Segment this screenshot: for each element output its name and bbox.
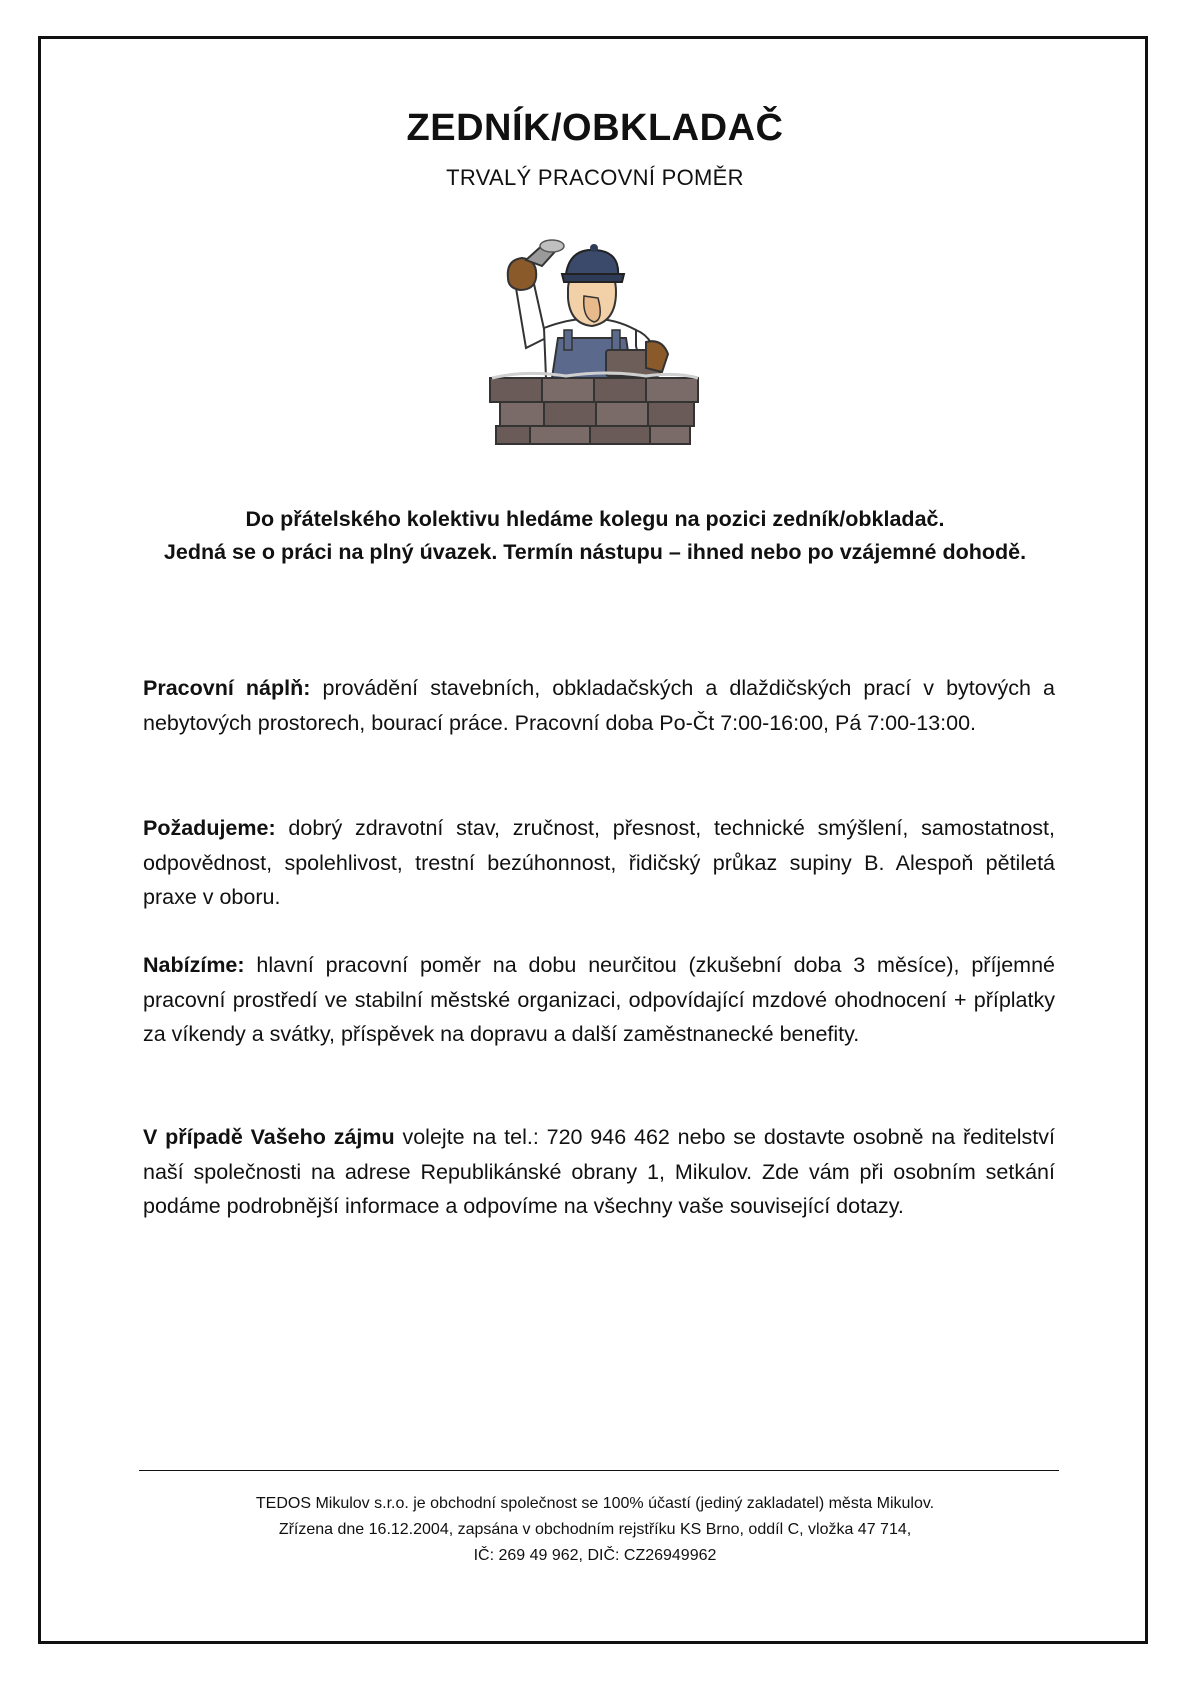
section-contact [143,1120,1055,1224]
bricklayer-cartoon-icon [486,238,712,448]
section-job-description [143,671,1055,740]
section-label: Pracovní náplň: [143,676,311,700]
section-text: hlavní pracovní poměr na dobu neurčitou (zkušební doba 3 měsíce), příjemné pracovní prostředí ve stabilní městské organizaci, odpovídající mzdové ohodnocení + příplatky za víkendy a svátky, příspěvek na dopravu a další zaměstnanecké benefity. [143,953,1055,1046]
page-title: ZEDNÍK/OBKLADAČ [406,107,784,149]
section-label: Požadujeme: [143,816,276,840]
intro-text [100,503,1090,569]
section-text: provádění stavebních, obkladačských a dlaždičských prací v bytových a nebytových prostorech, bourací práce. Pracovní doba Po-Čt 7:00-16:00, Pá 7:00-13:00. [143,676,1055,735]
page-subtitle: TRVALÝ PRACOVNÍ POMĚR [446,165,744,190]
intro-line-1: Do přátelského kolektivu hledáme kolegu na pozici zedník/obkladač. [245,507,945,531]
footer-line-3: IČ: 269 49 962, DIČ: CZ26949962 [473,1547,717,1564]
footer [0,1491,1190,1569]
section-text: dobrý zdravotní stav, zručnost, přesnost, technické smýšlení, samostatnost, odpovědnost, spolehlivost, trestní bezúhonnost, řidičský průkaz supiny B. Alespoň pětiletá praxe v oboru. [143,816,1055,909]
section-label: Nabízíme: [143,953,245,977]
section-requirements [143,811,1055,915]
intro-line-2: Jedná se o práci na plný úvazek. Termín nástupu – ihned nebo po vzájemné dohodě. [163,540,1027,564]
footer-divider [139,1470,1059,1471]
footer-line-2: Zřízena dne 16.12.2004, zapsána v obchodním rejstříku KS Brno, oddíl C, vložka 47 714, [278,1521,912,1538]
section-label: V případě Vašeho zájmu [143,1125,395,1149]
section-offer [143,948,1055,1052]
footer-line-1: TEDOS Mikulov s.r.o. je obchodní společnost se 100% účastí (jediný zakladatel) města Mikulov. [255,1495,935,1512]
section-text: volejte na tel.: 720 946 462 nebo se dostavte osobně na ředitelství naší společnosti na adrese Republikánské obrany 1, Mikulov. Zde vám při osobním setkání podáme podrobnější informace a odpovíme na všechny vaše související dotazy. [143,1125,1055,1218]
